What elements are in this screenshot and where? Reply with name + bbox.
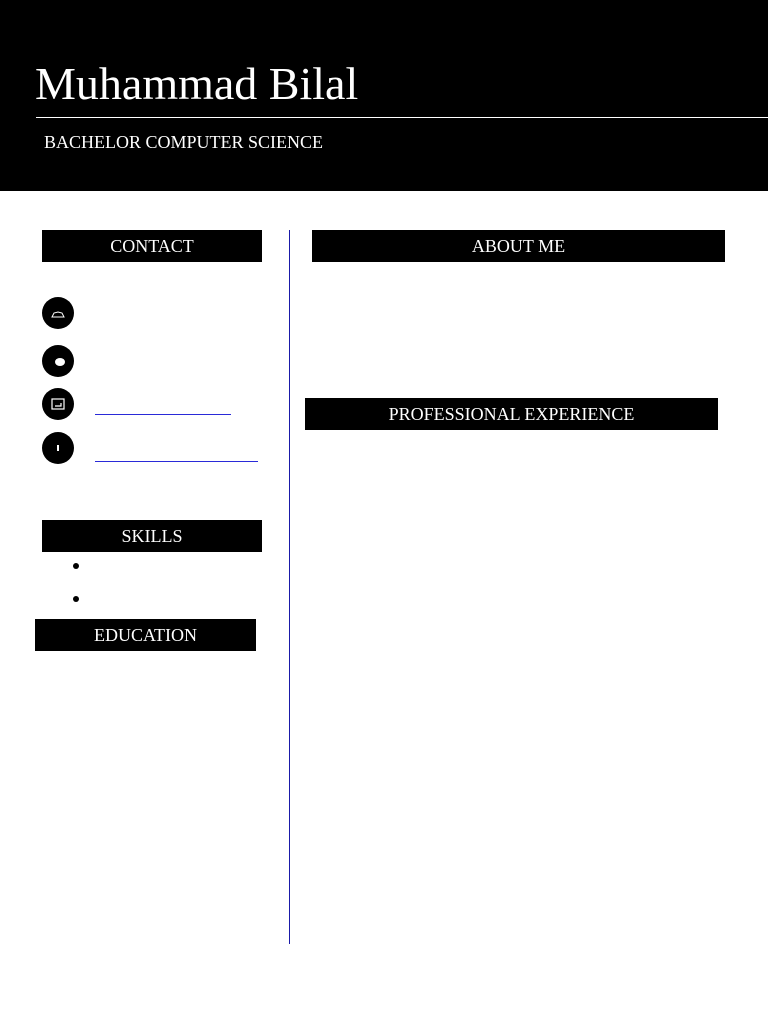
skills-bullet <box>73 563 79 569</box>
resume-header <box>0 0 768 191</box>
contact-heading: CONTACT <box>42 230 262 262</box>
header-rule <box>36 117 768 118</box>
linkedin-link[interactable] <box>95 461 258 462</box>
column-divider <box>289 230 290 944</box>
email-icon <box>42 388 74 420</box>
skills-heading: SKILLS <box>42 520 262 552</box>
skills-bullet <box>73 596 79 602</box>
location-icon <box>42 345 74 377</box>
candidate-degree: BACHELOR COMPUTER SCIENCE <box>44 132 324 152</box>
experience-heading: PROFESSIONAL EXPERIENCE <box>305 398 718 430</box>
linkedin-icon <box>42 432 74 464</box>
about-heading: ABOUT ME <box>312 230 725 262</box>
phone-icon <box>42 297 74 329</box>
candidate-name: Muhammad Bilal <box>35 58 359 109</box>
education-heading: EDUCATION <box>35 619 256 651</box>
email-link[interactable] <box>95 414 231 415</box>
